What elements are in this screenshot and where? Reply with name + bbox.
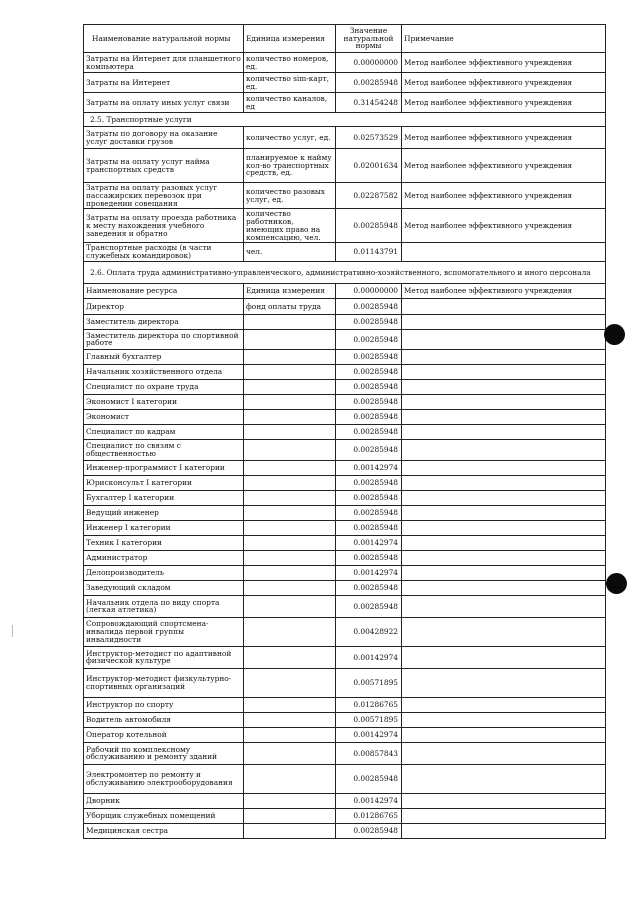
row-note [402, 550, 606, 565]
row-value: 0.00142974 [336, 727, 402, 742]
row-unit [244, 520, 336, 535]
row-note [402, 697, 606, 712]
row-name: Инженер I категории [84, 520, 244, 535]
row-value: 0.02287582 [336, 183, 402, 209]
row-note: Метод наиболее эффективного учреждения [402, 209, 606, 243]
row-note [402, 314, 606, 329]
row-name: Инструктор-методист физкультурно-спортивных организаций [84, 668, 244, 697]
row-note [402, 565, 606, 580]
table-row [84, 329, 606, 349]
row-unit: количество каналов, ед [244, 93, 336, 113]
row-value: 0.02001634 [336, 149, 402, 183]
row-value: 0.00285948 [336, 520, 402, 535]
table-row [84, 424, 606, 439]
header-unit: Единица измерения [244, 25, 336, 53]
row-unit: фонд оплаты труда [244, 298, 336, 314]
row-note [402, 617, 606, 646]
row-unit [244, 646, 336, 668]
row-value: 0.00285948 [336, 595, 402, 617]
resource-header-unit: Единица измерения [244, 283, 336, 298]
table-row [84, 490, 606, 505]
row-unit [244, 475, 336, 490]
table-row [84, 595, 606, 617]
table-row [84, 349, 606, 364]
row-unit [244, 793, 336, 808]
row-value: 0.00142974 [336, 793, 402, 808]
row-name: Затраты на Интернет для планшетного компьютера [84, 53, 244, 73]
table-row [84, 646, 606, 668]
row-unit [244, 742, 336, 764]
row-name: Затраты на оплату услуг найма транспортных средств [84, 149, 244, 183]
row-name: Медицинская сестра [84, 823, 244, 838]
table-row [84, 823, 606, 838]
row-unit [244, 439, 336, 460]
row-note [402, 742, 606, 764]
row-unit: количество номеров, ед. [244, 53, 336, 73]
section-row [84, 261, 606, 283]
header-note: Примечание [402, 25, 606, 53]
row-note [402, 424, 606, 439]
row-value: 0.00285948 [336, 764, 402, 793]
row-unit: количество услуг, ед. [244, 127, 336, 149]
row-value: 0.00285948 [336, 550, 402, 565]
section-title-transport: 2.5. Транспортные услуги [84, 113, 606, 127]
row-note: Метод наиболее эффективного учреждения [402, 93, 606, 113]
row-value: 0.00285948 [336, 209, 402, 243]
row-name: Инструктор-методист по адаптивной физической культуре [84, 646, 244, 668]
row-name: Экономист [84, 409, 244, 424]
row-note: Метод наиболее эффективного учреждения [402, 53, 606, 73]
row-unit [244, 823, 336, 838]
section-row [84, 113, 606, 127]
table-row [84, 409, 606, 424]
table-row [84, 127, 606, 149]
row-unit [244, 617, 336, 646]
row-note [402, 505, 606, 520]
row-name: Уборщик служебных помещений [84, 808, 244, 823]
row-name: Специалист по охране труда [84, 379, 244, 394]
punch-hole-bottom [606, 573, 627, 594]
table-row [84, 460, 606, 475]
table-row [84, 298, 606, 314]
row-value: 0.00285948 [336, 364, 402, 379]
row-note: Метод наиболее эффективного учреждения [402, 183, 606, 209]
table-row [84, 364, 606, 379]
row-value: 0.01286765 [336, 697, 402, 712]
row-value: 0.00285948 [336, 823, 402, 838]
row-unit: количество разовых услуг, ед. [244, 183, 336, 209]
row-unit [244, 565, 336, 580]
table-row [84, 73, 606, 93]
table-row [84, 520, 606, 535]
table-row [84, 243, 606, 262]
table-row [84, 475, 606, 490]
table-row [84, 314, 606, 329]
resource-header-row [84, 283, 606, 298]
row-value: 0.00285948 [336, 73, 402, 93]
row-note [402, 712, 606, 727]
row-unit [244, 595, 336, 617]
table-row [84, 53, 606, 73]
row-value: 0.00428922 [336, 617, 402, 646]
row-note [402, 646, 606, 668]
row-note: Метод наиболее эффективного учреждения [402, 73, 606, 93]
row-note [402, 475, 606, 490]
row-value: 0.00285948 [336, 424, 402, 439]
row-name: Юрисконсульт I категории [84, 475, 244, 490]
row-unit [244, 764, 336, 793]
row-note [402, 535, 606, 550]
row-value: 0.02573529 [336, 127, 402, 149]
table-row [84, 505, 606, 520]
table-row [84, 565, 606, 580]
row-unit [244, 460, 336, 475]
row-name: Техник I категории [84, 535, 244, 550]
row-name: Рабочий по комплексному обслуживанию и ремонту зданий [84, 742, 244, 764]
row-note [402, 580, 606, 595]
row-note [402, 394, 606, 409]
row-note [402, 329, 606, 349]
row-unit [244, 535, 336, 550]
row-unit [244, 394, 336, 409]
row-name: Начальник отдела по виду спорта (легкая атлетика) [84, 595, 244, 617]
row-name: Затраты на оплату разовых услуг пассажирских перевозок при проведении совещания [84, 183, 244, 209]
row-value: 0.00285948 [336, 349, 402, 364]
table-row [84, 149, 606, 183]
row-value: 0.00285948 [336, 298, 402, 314]
row-value: 0.00285948 [336, 475, 402, 490]
row-unit [244, 329, 336, 349]
row-unit: количество работников, имеющих право на компенсацию, чел. [244, 209, 336, 243]
table-row [84, 727, 606, 742]
row-name: Заместитель директора по спортивной работе [84, 329, 244, 349]
row-name: Оператор котельной [84, 727, 244, 742]
row-note [402, 439, 606, 460]
table-row [84, 793, 606, 808]
row-name: Специалист по кадрам [84, 424, 244, 439]
row-name: Затраты на оплату проезда работника к месту нахождения учебного заведения и обратно [84, 209, 244, 243]
row-value: 0.00285948 [336, 580, 402, 595]
row-unit [244, 697, 336, 712]
row-note [402, 823, 606, 838]
row-name: Транспортные расходы (в части служебных командировок) [84, 243, 244, 262]
header-name: Наименование натуральной нормы [84, 25, 244, 53]
row-value: 0.00285948 [336, 490, 402, 505]
row-value: 0.00142974 [336, 460, 402, 475]
row-value: 0.00285948 [336, 314, 402, 329]
row-name: Администратор [84, 550, 244, 565]
table-row [84, 183, 606, 209]
row-note [402, 520, 606, 535]
row-name: Экономист I категории [84, 394, 244, 409]
row-value: 0.31454248 [336, 93, 402, 113]
row-name: Затраты на Интернет [84, 73, 244, 93]
table-row [84, 439, 606, 460]
row-value: 0.00142974 [336, 565, 402, 580]
row-name: Директор [84, 298, 244, 314]
row-name: Начальник хозяйственного отдела [84, 364, 244, 379]
row-unit [244, 314, 336, 329]
row-note [402, 243, 606, 262]
row-unit [244, 712, 336, 727]
norms-table [83, 24, 606, 839]
row-value: 0.00571895 [336, 712, 402, 727]
row-note [402, 349, 606, 364]
row-note: Метод наиболее эффективного учреждения [402, 149, 606, 183]
row-name: Делопроизводитель [84, 565, 244, 580]
row-value: 0.00000000 [336, 53, 402, 73]
row-unit [244, 364, 336, 379]
row-unit [244, 727, 336, 742]
margin-mark [12, 625, 13, 637]
table-row [84, 550, 606, 565]
norms-table-body [84, 25, 606, 839]
table-row [84, 379, 606, 394]
row-note [402, 793, 606, 808]
row-name: Сопровождающий спортсмена-инвалида первой группы инвалидности [84, 617, 244, 646]
table-row [84, 93, 606, 113]
section-title-salary: 2.6. Оплата труда административно-управленческого, административно-хозяйственного, вспомогательного и иного персонала [84, 261, 606, 283]
row-name: Специалист по связям с общественностью [84, 439, 244, 460]
row-name: Заместитель директора [84, 314, 244, 329]
row-unit [244, 349, 336, 364]
row-unit [244, 668, 336, 697]
row-note [402, 808, 606, 823]
row-value: 0.00285948 [336, 505, 402, 520]
header-value: Значение натуральной нормы [336, 25, 402, 53]
row-note [402, 409, 606, 424]
row-name: Инженер-программист I категории [84, 460, 244, 475]
row-name: Затраты на оплату иных услуг связи [84, 93, 244, 113]
row-name: Заведующий складом [84, 580, 244, 595]
row-unit: планируемое к найму кол-во транспортных средств, ед. [244, 149, 336, 183]
row-note [402, 460, 606, 475]
row-name: Инструктор по спорту [84, 697, 244, 712]
row-name: Главный бухгалтер [84, 349, 244, 364]
row-value: 0.01143791 [336, 243, 402, 262]
table-row [84, 394, 606, 409]
resource-header-value: 0.00000000 [336, 283, 402, 298]
row-value: 0.00571895 [336, 668, 402, 697]
row-value: 0.00285948 [336, 329, 402, 349]
row-unit [244, 505, 336, 520]
row-value: 0.00142974 [336, 646, 402, 668]
row-name: Бухгалтер I категории [84, 490, 244, 505]
row-unit: чел. [244, 243, 336, 262]
row-name: Ведущий инженер [84, 505, 244, 520]
row-note [402, 490, 606, 505]
row-name: Дворник [84, 793, 244, 808]
row-value: 0.00285948 [336, 379, 402, 394]
row-value: 0.01286765 [336, 808, 402, 823]
table-header-row [84, 25, 606, 53]
row-value: 0.00142974 [336, 535, 402, 550]
row-unit [244, 424, 336, 439]
row-note [402, 298, 606, 314]
row-note [402, 379, 606, 394]
row-note: Метод наиболее эффективного учреждения [402, 127, 606, 149]
punch-hole-top [604, 324, 625, 345]
row-note [402, 727, 606, 742]
row-unit [244, 490, 336, 505]
row-unit [244, 409, 336, 424]
table-row [84, 580, 606, 595]
row-value: 0.00285948 [336, 394, 402, 409]
row-note [402, 668, 606, 697]
row-note [402, 764, 606, 793]
row-note [402, 364, 606, 379]
row-unit [244, 550, 336, 565]
table-row [84, 712, 606, 727]
table-row [84, 764, 606, 793]
row-name: Водитель автомобиля [84, 712, 244, 727]
table-row [84, 697, 606, 712]
row-name: Затраты по договору на оказание услуг доставки грузов [84, 127, 244, 149]
row-note [402, 595, 606, 617]
row-value: 0.00285948 [336, 439, 402, 460]
row-unit [244, 580, 336, 595]
row-unit [244, 379, 336, 394]
row-unit: количество sim-карт, ед. [244, 73, 336, 93]
resource-header-name: Наименование ресурса [84, 283, 244, 298]
row-unit [244, 808, 336, 823]
table-row [84, 808, 606, 823]
table-row [84, 535, 606, 550]
row-name: Электромонтер по ремонту и обслуживанию электрооборудования [84, 764, 244, 793]
row-value: 0.00857843 [336, 742, 402, 764]
table-row [84, 668, 606, 697]
resource-header-note: Метод наиболее эффективного учреждения [402, 283, 606, 298]
row-value: 0.00285948 [336, 409, 402, 424]
table-row [84, 742, 606, 764]
table-row [84, 617, 606, 646]
table-row [84, 209, 606, 243]
